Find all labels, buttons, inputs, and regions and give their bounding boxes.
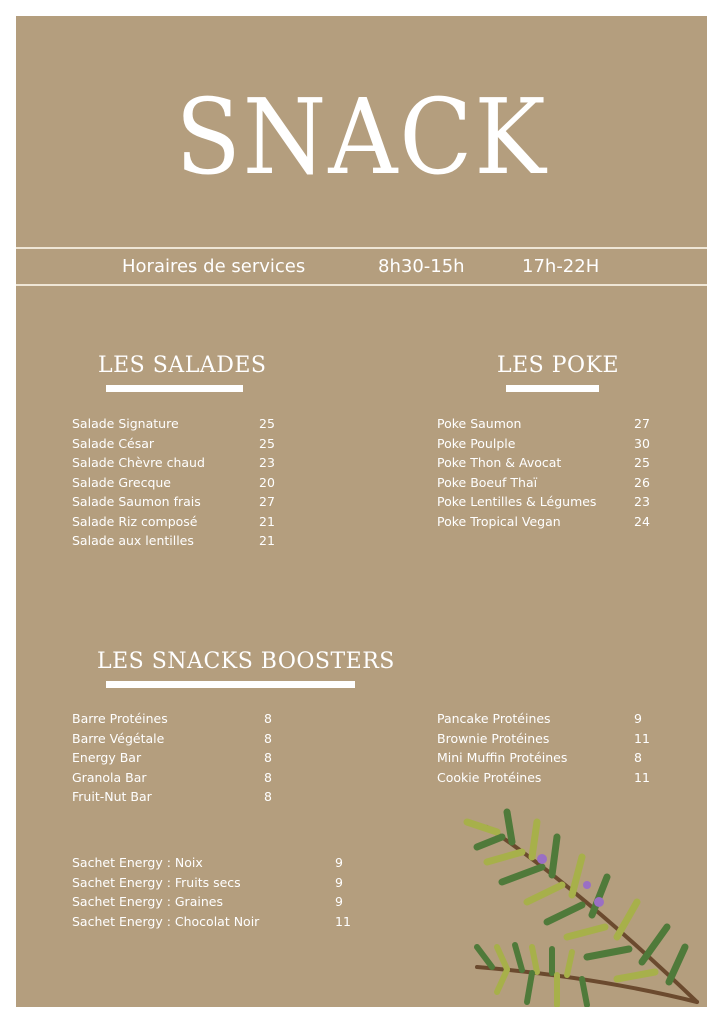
menu-item-name: Sachet Energy : Graines xyxy=(72,894,223,909)
hours-dinner: 17h-22H xyxy=(522,256,600,277)
menu-item-price: 21 xyxy=(259,533,275,548)
menu-item-name: Salade Chèvre chaud xyxy=(72,455,205,470)
menu-item-price: 23 xyxy=(634,494,650,509)
menu-item xyxy=(437,475,655,495)
menu-item xyxy=(72,855,350,875)
menu-item xyxy=(437,731,649,751)
sachets-list xyxy=(72,855,350,933)
menu-item xyxy=(72,789,278,809)
menu-item xyxy=(72,494,278,514)
menu-item-name: Mini Muffin Protéines xyxy=(437,750,568,765)
poke-list xyxy=(437,416,655,533)
menu-item-price: 9 xyxy=(634,711,642,726)
menu-item-name: Granola Bar xyxy=(72,769,147,785)
menu-item xyxy=(437,770,649,790)
menu-item xyxy=(72,711,278,731)
menu-item xyxy=(437,711,649,731)
menu-item-price: 25 xyxy=(259,435,275,451)
divider-top xyxy=(16,247,707,249)
menu-item xyxy=(437,514,655,534)
proteins-list xyxy=(437,711,649,789)
menu-item xyxy=(72,455,278,475)
menu-item-name: Salade Grecque xyxy=(72,474,171,490)
menu-item-price: 8 xyxy=(264,711,272,726)
menu-item-name: Sachet Energy : Noix xyxy=(72,855,203,870)
menu-item-name: Poke Saumon xyxy=(437,416,522,431)
menu-item-price: 11 xyxy=(634,769,650,785)
menu-item xyxy=(437,455,655,475)
menu-item-name: Fruit-Nut Bar xyxy=(72,789,152,804)
menu-item xyxy=(72,416,278,436)
menu-item-price: 8 xyxy=(264,769,272,785)
menu-item xyxy=(72,533,278,553)
section-underline-boosters xyxy=(106,681,355,688)
menu-item-price: 27 xyxy=(259,494,275,509)
menu-item-price: 8 xyxy=(264,789,272,804)
menu-item-name: Poke Tropical Vegan xyxy=(437,513,561,529)
bars-list xyxy=(72,711,278,809)
menu-item-price: 24 xyxy=(634,513,650,529)
menu-item-name: Sachet Energy : Chocolat Noir xyxy=(72,913,260,929)
menu-item-name: Energy Bar xyxy=(72,750,142,765)
divider-bottom xyxy=(16,284,707,286)
menu-item-price: 25 xyxy=(259,416,275,431)
rosemary-sprig-icon xyxy=(457,807,707,1007)
menu-item-name: Barre Végétale xyxy=(72,730,165,746)
service-hours xyxy=(16,250,707,282)
menu-item-price: 8 xyxy=(264,730,272,746)
section-underline-salades xyxy=(106,385,243,392)
menu-item-name: Salade César xyxy=(72,435,155,451)
menu-item xyxy=(72,731,278,751)
salades-list xyxy=(72,416,278,553)
menu-item-price: 11 xyxy=(335,913,351,929)
menu-item-price: 21 xyxy=(259,513,275,529)
menu-item-name: Poke Thon & Avocat xyxy=(437,455,562,470)
menu-item-price: 9 xyxy=(335,855,343,870)
section-title-boosters: LES SNACKS BOOSTERS xyxy=(97,649,395,674)
menu-item-price: 20 xyxy=(259,474,275,490)
menu-item-name: Sachet Energy : Fruits secs xyxy=(72,874,241,890)
menu-item-name: Salade Saumon frais xyxy=(72,494,201,509)
menu-item xyxy=(72,894,350,914)
menu-item-price: 11 xyxy=(634,730,650,746)
menu-item-price: 26 xyxy=(634,474,650,490)
menu-item xyxy=(72,875,350,895)
menu-item-price: 8 xyxy=(264,750,272,765)
menu-title: SNACK xyxy=(175,76,548,198)
menu-item-price: 9 xyxy=(335,874,343,890)
menu-item xyxy=(72,514,278,534)
menu-item-name: Poke Boeuf Thaï xyxy=(437,474,538,490)
menu-panel xyxy=(16,16,707,1007)
menu-item xyxy=(437,416,655,436)
menu-item-price: 23 xyxy=(259,455,275,470)
menu-item-name: Salade Signature xyxy=(72,416,179,431)
menu-item xyxy=(72,770,278,790)
menu-item-name: Poke Poulple xyxy=(437,435,516,451)
hours-lunch: 8h30-15h xyxy=(378,256,465,277)
section-title-salades: LES SALADES xyxy=(98,353,267,378)
menu-item-name: Barre Protéines xyxy=(72,711,168,726)
menu-item-price: 25 xyxy=(634,455,650,470)
menu-item-name: Pancake Protéines xyxy=(437,711,551,726)
menu-item-price: 9 xyxy=(335,894,343,909)
hours-label: Horaires de services xyxy=(122,256,306,277)
menu-item-price: 8 xyxy=(634,750,642,765)
menu-item xyxy=(437,436,655,456)
menu-item-name: Salade Riz composé xyxy=(72,513,198,529)
menu-item-name: Poke Lentilles & Légumes xyxy=(437,494,597,509)
menu-item-price: 27 xyxy=(634,416,650,431)
menu-item xyxy=(72,436,278,456)
menu-item-price: 30 xyxy=(634,435,650,451)
menu-item-name: Cookie Protéines xyxy=(437,769,542,785)
menu-item-name: Salade aux lentilles xyxy=(72,533,194,548)
section-title-poke: LES POKE xyxy=(497,353,620,378)
section-underline-poke xyxy=(506,385,599,392)
menu-item xyxy=(437,494,655,514)
menu-item xyxy=(437,750,649,770)
menu-item xyxy=(72,475,278,495)
menu-item xyxy=(72,914,350,934)
menu-item xyxy=(72,750,278,770)
menu-item-name: Brownie Protéines xyxy=(437,730,550,746)
